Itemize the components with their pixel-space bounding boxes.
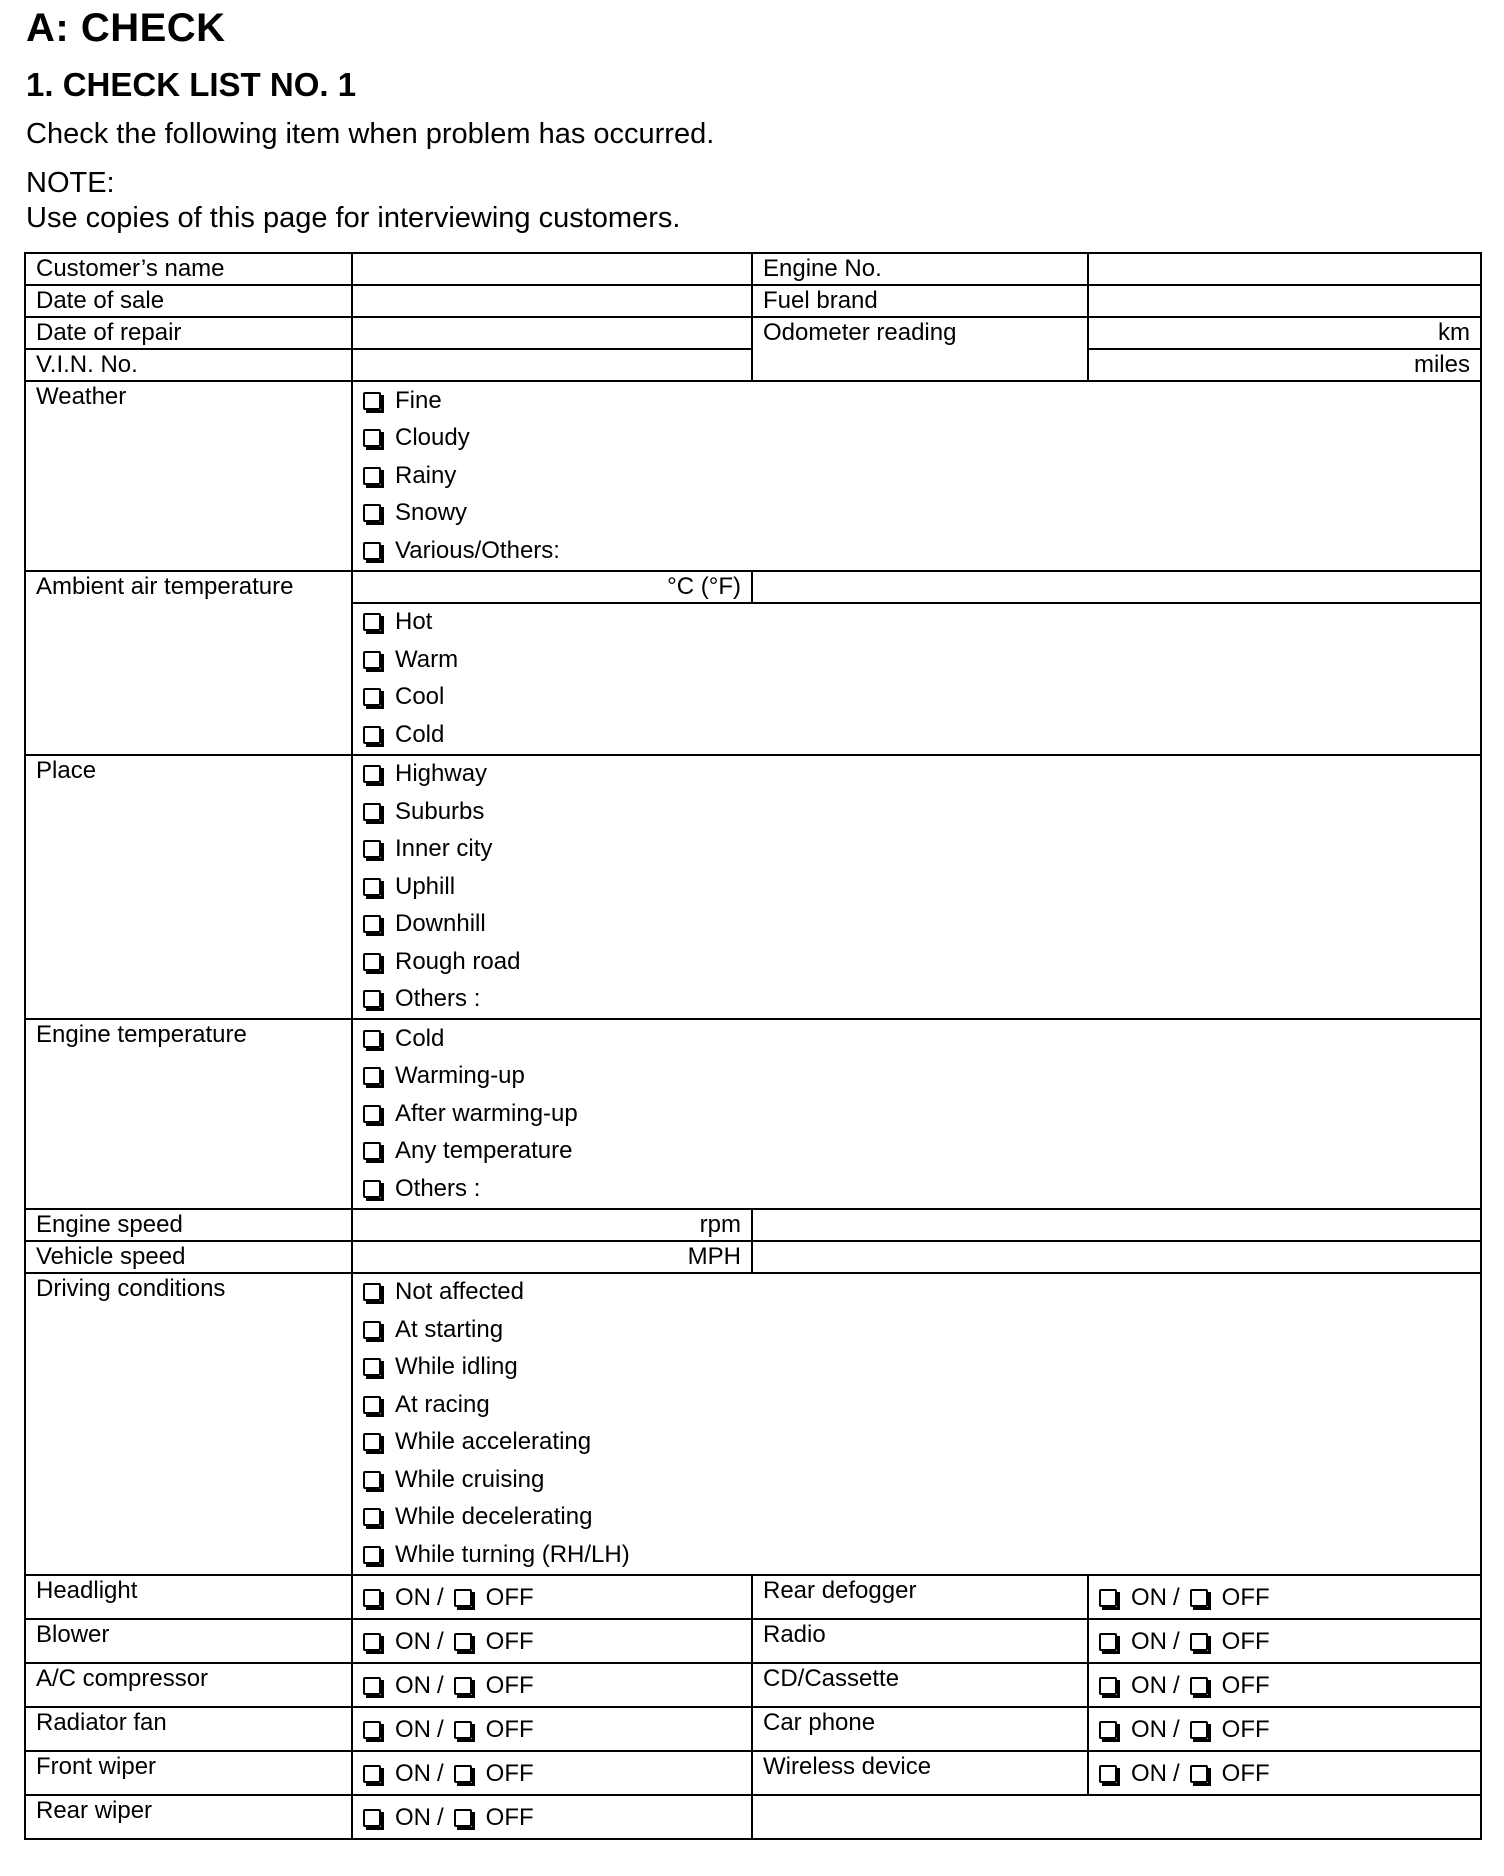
ambient-temp-label: Ambient air temperature: [25, 571, 352, 755]
fuel-brand-field[interactable]: [1088, 285, 1481, 317]
option-item[interactable]: [363, 716, 1470, 754]
option-item[interactable]: [363, 868, 1470, 906]
switch-label: Wireless device: [752, 1751, 1088, 1795]
option-label: While idling: [395, 1353, 518, 1381]
row-switch: [25, 1707, 1481, 1751]
option-label: Warming-up: [395, 1062, 525, 1090]
option-item[interactable]: [363, 1274, 1470, 1312]
on-label: ON: [395, 1627, 431, 1655]
engine-speed-field[interactable]: [752, 1209, 1481, 1241]
checkbox-icon[interactable]: [363, 688, 381, 706]
switch-label: Radiator fan: [25, 1707, 352, 1751]
off-label: OFF: [1221, 1715, 1270, 1743]
row-switch: [25, 1795, 1481, 1839]
checkbox-icon[interactable]: [363, 1067, 381, 1085]
checkbox-icon[interactable]: [363, 840, 381, 858]
option-item[interactable]: [363, 532, 1470, 570]
row-vehicle-speed: [25, 1241, 1481, 1273]
option-item[interactable]: [363, 943, 1470, 981]
switch-label: Front wiper: [25, 1751, 352, 1795]
on-off-selector: [352, 1575, 752, 1619]
on-off-selector: [352, 1707, 752, 1751]
odometer-km-field[interactable]: km: [1088, 317, 1481, 349]
option-label: Others :: [395, 985, 481, 1013]
option-item[interactable]: [363, 906, 1470, 944]
on-label: ON: [395, 1583, 431, 1611]
on-label: ON: [1131, 1715, 1167, 1743]
date-of-repair-label: Date of repair: [25, 317, 352, 349]
row-ambient-temp: [25, 571, 1481, 603]
checkbox-icon[interactable]: [363, 1358, 381, 1376]
checkbox-icon[interactable]: [363, 613, 381, 631]
driving-conditions-options: [352, 1273, 1481, 1575]
row-customer: [25, 253, 1481, 285]
option-label: Not affected: [395, 1278, 524, 1306]
date-of-repair-field[interactable]: [352, 317, 752, 349]
checkbox-icon[interactable]: [363, 915, 381, 933]
checkbox-icon[interactable]: [363, 1142, 381, 1160]
option-label: Cold: [395, 1024, 445, 1052]
row-place: [25, 755, 1481, 1020]
checkbox-icon[interactable]: [1190, 1721, 1208, 1739]
vehicle-speed-unit[interactable]: MPH: [352, 1241, 752, 1273]
checklist-title: 1. CHECK LIST NO. 1: [26, 66, 357, 103]
vehicle-speed-label: Vehicle speed: [25, 1241, 352, 1273]
checkbox-icon[interactable]: [1190, 1589, 1208, 1607]
date-of-sale-label: Date of sale: [25, 285, 352, 317]
engine-temp-label: Engine temperature: [25, 1019, 352, 1209]
option-item[interactable]: [363, 1170, 1470, 1208]
option-item[interactable]: [363, 1424, 1470, 1462]
off-label: OFF: [1221, 1627, 1270, 1655]
option-label: Warm: [395, 645, 459, 673]
intro-text: Check the following item when problem has occurred.: [26, 118, 715, 150]
slash-separator: /: [437, 1671, 444, 1699]
option-label: Snowy: [395, 499, 468, 527]
customers-name-field[interactable]: [352, 253, 752, 285]
checkbox-icon[interactable]: [363, 765, 381, 783]
option-label: While decelerating: [395, 1503, 593, 1531]
checkbox-icon[interactable]: [454, 1809, 472, 1827]
checkbox-icon[interactable]: [363, 878, 381, 896]
place-options: [352, 755, 1481, 1020]
option-item[interactable]: [363, 641, 1470, 679]
option-label: Rainy: [395, 461, 457, 489]
ambient-temp-field[interactable]: [752, 571, 1481, 603]
option-item[interactable]: [363, 1349, 1470, 1387]
note-label: NOTE:: [26, 167, 115, 199]
checkbox-icon[interactable]: [363, 1471, 381, 1489]
checkbox-icon[interactable]: [363, 990, 381, 1008]
option-item[interactable]: [363, 981, 1470, 1019]
switch-label: Radio: [752, 1619, 1088, 1663]
ambient-options: [352, 603, 1481, 755]
option-label: Highway: [395, 760, 488, 788]
checkbox-icon[interactable]: [454, 1765, 472, 1783]
option-item[interactable]: [363, 1499, 1470, 1537]
on-off-selector: [1088, 1575, 1481, 1619]
option-item[interactable]: [363, 382, 1470, 420]
row-switch: [25, 1751, 1481, 1795]
on-off-selector: [352, 1751, 752, 1795]
row-switch: [25, 1619, 1481, 1663]
option-label: Downhill: [395, 910, 486, 938]
on-label: ON: [1131, 1759, 1167, 1787]
off-label: OFF: [485, 1715, 534, 1743]
switch-label: Car phone: [752, 1707, 1088, 1751]
off-label: OFF: [1221, 1583, 1270, 1611]
off-label: OFF: [485, 1803, 534, 1831]
checkbox-icon[interactable]: [1099, 1721, 1117, 1739]
checkbox-icon[interactable]: [1099, 1589, 1117, 1607]
on-off-selector: [1088, 1751, 1481, 1795]
checkbox-icon[interactable]: [363, 803, 381, 821]
off-label: OFF: [1221, 1759, 1270, 1787]
row-weather: [25, 381, 1481, 571]
off-label: OFF: [485, 1627, 534, 1655]
row-date-of-repair: [25, 317, 1481, 349]
checkbox-icon[interactable]: [454, 1589, 472, 1607]
row-engine-temp: [25, 1019, 1481, 1209]
option-item[interactable]: [363, 420, 1470, 458]
off-label: OFF: [485, 1759, 534, 1787]
on-label: ON: [1131, 1583, 1167, 1611]
checkbox-icon[interactable]: [1190, 1677, 1208, 1695]
on-off-selector: [352, 1619, 752, 1663]
checkbox-icon[interactable]: [363, 953, 381, 971]
row-engine-speed: [25, 1209, 1481, 1241]
checkbox-icon[interactable]: [363, 1721, 381, 1739]
odometer-miles-field[interactable]: miles: [1088, 349, 1481, 381]
checkbox-icon[interactable]: [363, 1396, 381, 1414]
on-off-selector: [1088, 1707, 1481, 1751]
check-list-table: [24, 252, 1482, 1840]
checkbox-icon[interactable]: [363, 1508, 381, 1526]
checkbox-icon[interactable]: [363, 1809, 381, 1827]
engine-speed-unit[interactable]: rpm: [352, 1209, 752, 1241]
checkbox-icon[interactable]: [363, 1546, 381, 1564]
checkbox-icon[interactable]: [363, 1765, 381, 1783]
slash-separator: /: [1173, 1627, 1180, 1655]
option-label: Uphill: [395, 872, 456, 900]
slash-separator: /: [1173, 1715, 1180, 1743]
slash-separator: /: [437, 1803, 444, 1831]
checkbox-icon[interactable]: [363, 1589, 381, 1607]
checkbox-icon[interactable]: [1099, 1633, 1117, 1651]
option-label: After warming-up: [395, 1099, 578, 1127]
on-off-selector: [352, 1663, 752, 1707]
switch-label: CD/Cassette: [752, 1663, 1088, 1707]
option-item[interactable]: [363, 756, 1470, 794]
engine-temp-options: [352, 1019, 1481, 1209]
fuel-brand-label: Fuel brand: [752, 285, 1088, 317]
checkbox-icon[interactable]: [363, 1180, 381, 1198]
option-label: At racing: [395, 1390, 490, 1418]
option-item[interactable]: [363, 831, 1470, 869]
option-item[interactable]: [363, 679, 1470, 717]
checkbox-icon[interactable]: [363, 429, 381, 447]
option-item[interactable]: [363, 1133, 1470, 1171]
on-off-selector: [1088, 1619, 1481, 1663]
checkbox-icon[interactable]: [1099, 1765, 1117, 1783]
on-label: ON: [1131, 1627, 1167, 1655]
customers-name-label: Customer’s name: [25, 253, 352, 285]
option-item[interactable]: [363, 457, 1470, 495]
slash-separator: /: [1173, 1671, 1180, 1699]
vehicle-speed-field[interactable]: [752, 1241, 1481, 1273]
option-item[interactable]: [363, 1386, 1470, 1424]
checkbox-icon[interactable]: [454, 1677, 472, 1695]
place-label: Place: [25, 755, 352, 1020]
slash-separator: /: [437, 1715, 444, 1743]
slash-separator: /: [437, 1759, 444, 1787]
page-heading: A: CHECK: [26, 6, 226, 50]
on-label: ON: [395, 1671, 431, 1699]
option-item[interactable]: [363, 793, 1470, 831]
slash-separator: /: [1173, 1583, 1180, 1611]
row-switch: [25, 1663, 1481, 1707]
checkbox-icon[interactable]: [363, 542, 381, 560]
row-driving-conditions: [25, 1273, 1481, 1575]
checkbox-icon[interactable]: [363, 726, 381, 744]
weather-label: Weather: [25, 381, 352, 571]
option-label: While accelerating: [395, 1428, 592, 1456]
vin-no-field[interactable]: [352, 349, 752, 381]
off-label: OFF: [485, 1583, 534, 1611]
engine-speed-label: Engine speed: [25, 1209, 352, 1241]
engine-no-label: Engine No.: [752, 253, 1088, 285]
vin-no-label: V.I.N. No.: [25, 349, 352, 381]
option-label: Suburbs: [395, 797, 485, 825]
option-item[interactable]: [363, 1095, 1470, 1133]
checkbox-icon[interactable]: [454, 1721, 472, 1739]
option-label: Hot: [395, 608, 433, 636]
odometer-reading-label: Odometer reading: [752, 317, 1088, 381]
row-switch: [25, 1575, 1481, 1619]
option-item[interactable]: [363, 1461, 1470, 1499]
switch-label: Headlight: [25, 1575, 352, 1619]
option-label: Cool: [395, 683, 445, 711]
checkbox-icon[interactable]: [363, 467, 381, 485]
engine-no-field[interactable]: [1088, 253, 1481, 285]
on-label: ON: [1131, 1671, 1167, 1699]
off-label: OFF: [1221, 1671, 1270, 1699]
option-item[interactable]: [363, 1536, 1470, 1574]
slash-separator: /: [437, 1627, 444, 1655]
checkbox-icon[interactable]: [1099, 1677, 1117, 1695]
row-date-of-sale: [25, 285, 1481, 317]
switch-label: A/C compressor: [25, 1663, 352, 1707]
option-label: Cloudy: [395, 424, 470, 452]
checkbox-icon[interactable]: [1190, 1765, 1208, 1783]
option-label: Cold: [395, 720, 445, 748]
note-text: Use copies of this page for interviewing customers.: [26, 202, 681, 234]
option-label: Fine: [395, 386, 442, 414]
checkbox-icon[interactable]: [1190, 1633, 1208, 1651]
option-item[interactable]: [363, 1058, 1470, 1096]
date-of-sale-field[interactable]: [352, 285, 752, 317]
on-label: ON: [395, 1803, 431, 1831]
checkbox-icon[interactable]: [363, 1321, 381, 1339]
switch-label: Rear defogger: [752, 1575, 1088, 1619]
option-item[interactable]: [363, 1020, 1470, 1058]
option-item[interactable]: [363, 604, 1470, 642]
driving-conditions-label: Driving conditions: [25, 1273, 352, 1575]
option-label: Various/Others:: [395, 536, 560, 564]
on-label: ON: [395, 1759, 431, 1787]
option-item[interactable]: [363, 1311, 1470, 1349]
off-label: OFF: [485, 1671, 534, 1699]
checkbox-icon[interactable]: [363, 1633, 381, 1651]
checkbox-icon[interactable]: [454, 1633, 472, 1651]
option-label: Rough road: [395, 947, 521, 975]
checkbox-icon[interactable]: [363, 1283, 381, 1301]
switch-label: Blower: [25, 1619, 352, 1663]
option-item[interactable]: [363, 495, 1470, 533]
on-label: ON: [395, 1715, 431, 1743]
empty-cell: [752, 1795, 1481, 1839]
checkbox-icon[interactable]: [363, 1030, 381, 1048]
checkbox-icon[interactable]: [363, 392, 381, 410]
ambient-temp-unit[interactable]: °C (°F): [352, 571, 752, 603]
switch-label: Rear wiper: [25, 1795, 352, 1839]
slash-separator: /: [437, 1583, 444, 1611]
checkbox-icon[interactable]: [363, 1677, 381, 1695]
slash-separator: /: [1173, 1759, 1180, 1787]
option-label: At starting: [395, 1315, 504, 1343]
checkbox-icon[interactable]: [363, 651, 381, 669]
option-label: Any temperature: [395, 1137, 573, 1165]
option-label: While turning (RH/LH): [395, 1540, 630, 1568]
option-label: Inner city: [395, 835, 493, 863]
checkbox-icon[interactable]: [363, 504, 381, 522]
weather-options: [352, 381, 1481, 571]
on-off-selector: [352, 1795, 752, 1839]
option-label: Others :: [395, 1174, 481, 1202]
option-label: While cruising: [395, 1465, 545, 1493]
checkbox-icon[interactable]: [363, 1433, 381, 1451]
on-off-selector: [1088, 1663, 1481, 1707]
checkbox-icon[interactable]: [363, 1105, 381, 1123]
